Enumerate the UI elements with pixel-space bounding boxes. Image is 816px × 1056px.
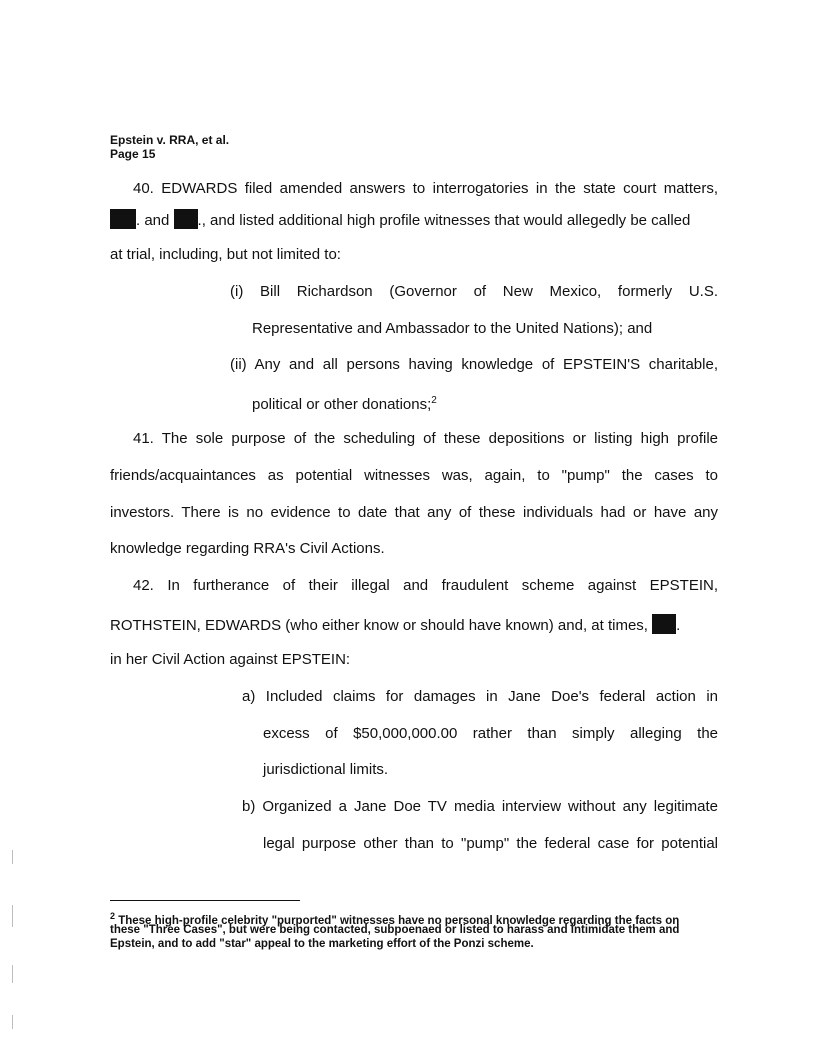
redaction-box [174, 209, 198, 229]
footnote-rule [110, 900, 300, 901]
scan-speck [12, 905, 13, 927]
para42-line3: in her Civil Action against EPSTEIN: [110, 651, 351, 668]
scan-speck [12, 1015, 13, 1029]
item-b-line2: legal purpose other than to "pump" the federal case for potential [263, 835, 718, 852]
footnote-line3: Epstein, and to add "star" appeal to the marketing effort of the Ponzi scheme. [110, 938, 534, 950]
para42-line2-end: . [676, 617, 681, 634]
item-a-line1: a) Included claims for damages in Jane Doe's federal action in [242, 688, 718, 705]
para41-line2: friends/acquaintances as potential witnesses was, again, to "pump" the cases to [110, 467, 718, 484]
para42-line2-text: ROTHSTEIN, EDWARDS (who either know or should have known) and, at times, [110, 617, 648, 634]
item-i-line1: (i) Bill Richardson (Governor of New Mexico, formerly U.S. [230, 283, 718, 300]
para42-line1: 42. In furtherance of their illegal and fraudulent scheme against EPSTEIN, [133, 577, 718, 594]
item-a-line3: jurisdictional limits. [263, 761, 389, 778]
para40-line2-a: . and [136, 212, 170, 229]
para40-line1: 40. EDWARDS filed amended answers to interrogatories in the state court matters, [133, 180, 718, 197]
item-i-line2: Representative and Ambassador to the United Nations); and [252, 320, 653, 337]
redaction-box [110, 209, 136, 229]
para40-line3: at trial, including, but not limited to: [110, 246, 341, 263]
item-b-line1: b) Organized a Jane Doe TV media interview without any legitimate [242, 798, 718, 815]
footnote-marker: 2 [110, 911, 116, 921]
footnote-line2: these "Three Cases", but were being contacted, subpoenaed or listed to harass and intimidate them and [110, 924, 680, 936]
item-ii-line2-text: political or other donations; [252, 396, 432, 413]
para41-line1: 41. The sole purpose of the scheduling of these depositions or listing high profile [133, 430, 718, 447]
para41-line3: investors. There is no evidence to date that any of these individuals had or have any [110, 504, 718, 521]
para40-line2-b: ., and listed additional high profile witnesses that would allegedly be called [197, 212, 691, 229]
redaction-box [652, 614, 676, 634]
scan-speck [12, 965, 13, 983]
scan-speck [12, 850, 13, 864]
para42-line2 [110, 614, 680, 635]
para40-line2 [110, 209, 690, 230]
page-number: Page 15 [110, 147, 156, 161]
footnote-reference: 2 [431, 395, 437, 406]
item-ii-line2 [252, 392, 437, 414]
item-ii-line1: (ii) Any and all persons having knowledge of EPSTEIN'S charitable, [230, 356, 718, 373]
para41-line4: knowledge regarding RRA's Civil Actions. [110, 540, 385, 557]
case-title: Epstein v. RRA, et al. [110, 133, 230, 147]
item-a-line2: excess of $50,000,000.00 rather than simply alleging the [263, 725, 718, 742]
footnote-line1-text: These high-profile celebrity "purported" witnesses have no personal knowledge regarding the facts on [118, 914, 680, 927]
